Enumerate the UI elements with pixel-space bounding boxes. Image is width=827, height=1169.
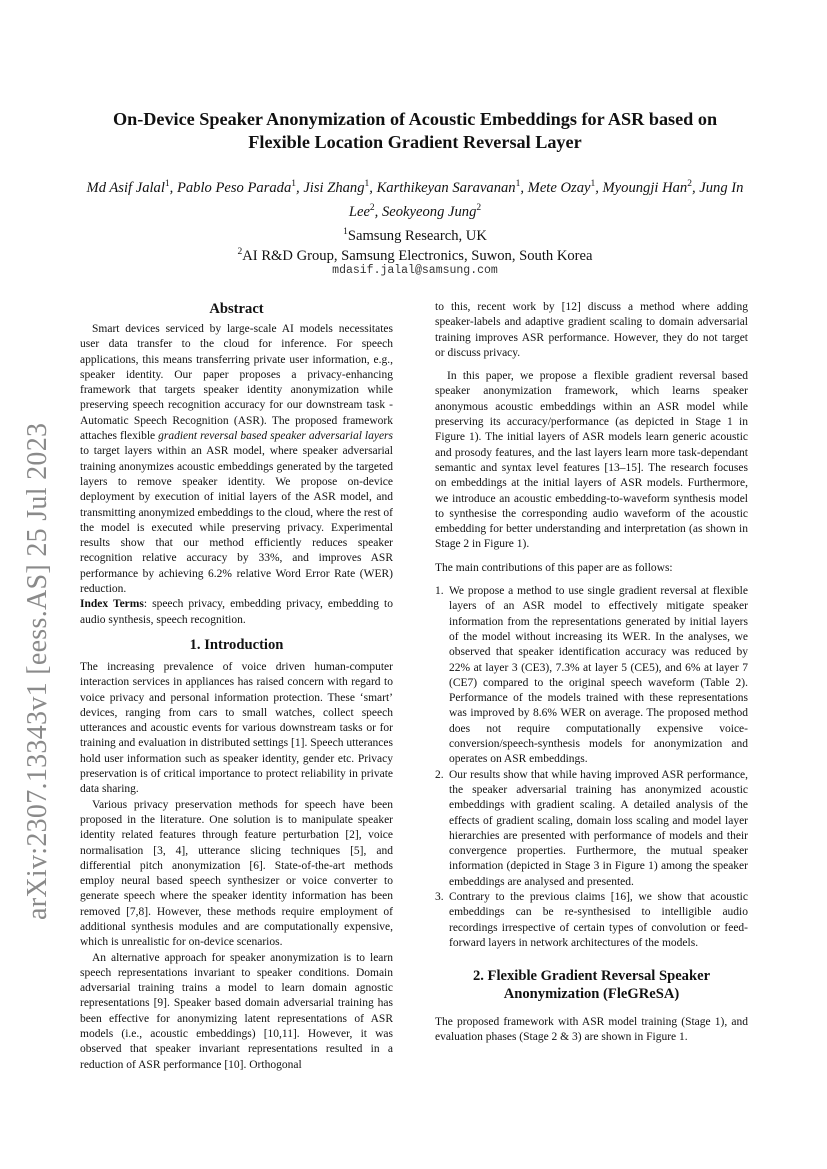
section-2-heading-line: 2. Flexible Gradient Reversal Speaker [472, 968, 711, 985]
section-2-paragraph-1: The proposed framework with ASR model training (Stage 1), and evaluation phases (Stage 2 & 3) are shown in Figure 1. [435, 1016, 748, 1044]
intro-paragraph-5: The main contributions of this paper are as follows: [435, 561, 673, 574]
author-list: Md Asif Jalal$^1$, Pablo Peso Parada$^1$, Jisi Zhang$^1$, Karthikeyan Saravanan$^1$, Mete Ozay$^1$, Myoungji Han$^2$, Jung In Lee$^2$, Seokyeong Jung$^2$ [86, 179, 744, 220]
contributions-list [435, 584, 748, 951]
affiliation-text: Samsung Research, UK [347, 227, 487, 244]
affiliation-mark: 1 [343, 227, 348, 237]
index-terms [80, 597, 393, 628]
author-affiliation-mark: 2 [369, 202, 375, 213]
author-affiliation-mark: 1 [515, 179, 521, 189]
list-item-text: Our results show that while having improved ASR performance, the speaker adversarial training has anonymized acoustic embeddings with gradient scaling. A detailed analysis of the effects of gradient scaling, domain loss scaling and model layer hierarchies are presented with performance of models and their convergence properties. Furthermore, the mutual speaker information (depicted in Stage 3 in Figure 1) among the speaker embeddings are analysed and presented. [449, 768, 748, 888]
author-name: Mete Ozay [527, 179, 591, 196]
author-affiliation-mark: 2 [476, 202, 482, 213]
list-item-text: Contrary to the previous claims [16], we show that acoustic embeddings can be re-synthesised to intelligible audio recordings irrespective of certain types of convolution or feed-forward layers in network architectures of the models. [449, 890, 748, 949]
intro-paragraph-1: The increasing prevalence of voice driven human-computer interaction services in appliances has raised concern with regard to voice privacy and personal information protection. These ‘smart’ devices, ranging from cars to small watches, collect speech utterances and acoustic events for various downstream tasks or for training and evaluation in distributed settings [1]. Speech utterances hold user information such as speaker identity, gender etc. Privacy preservation is of critical importance to protect reliability in private data sharing. [80, 660, 393, 796]
author-affiliation-mark: 1 [364, 179, 370, 189]
title-line-1: On-Device Speaker Anonymization of Acoustic Embeddings for ASR based on [112, 109, 718, 129]
right-column [435, 300, 748, 1046]
author-name: Seokyeong Jung [381, 203, 477, 220]
list-number: 1. [435, 585, 444, 598]
list-item [435, 768, 748, 890]
affiliation-text: AI R&D Group, Samsung Electronics, Suwon, South Korea [242, 247, 593, 264]
list-number: 3. [435, 890, 444, 903]
abstract-text-part: Smart devices serviced by large-scale AI models necessitates user data transfer to the cloud for inference. For speech applications, this means transferring private user information, e.g., speaker identity. Our paper proposes a privacy-enhancing framework that targets speaker identity anonymization while preserving speech recognition accuracy for our downstream task - Automatic Speech Recognition (ASR). The proposed framework attaches flexible [80, 323, 393, 443]
abstract-text [80, 322, 393, 597]
author-name: Pablo Peso Parada [176, 179, 292, 196]
contact-email[interactable]: mdasif.jalal@samsung.com [332, 264, 498, 277]
title-line-2: Flexible Location Gradient Reversal Layer [248, 132, 582, 152]
author-name: Myoungji Han [602, 179, 688, 196]
list-item-text: We propose a method to use single gradient reversal at flexible layers of an ASR model to effectively mitigate speaker information from the representations generated by initial layers of the model without increasing its WER. In the analyses, we observed that speaker identification accuracy was reduced by 22% at layer 3 (CE3), 7.3% at layer 5 (CE5), and 6% at layer 7 (CE7) compared to the original speech waveform (Table 2). Performance of the models trained with these representations was improved by 8.6% WER on average. The proposed method does not require computationally expensive voice-conversion/speech-synthesis models for anonymization and operates on ASR embeddings. [449, 585, 748, 766]
list-item [435, 890, 748, 951]
affiliation-mark: 2 [237, 247, 243, 257]
arxiv-identifier: arXiv:2307.13343v1 [eess.AS] 25 Jul 2023 [22, 422, 53, 920]
paper-title [70, 108, 760, 154]
section-2-heading-line: Anonymization (FleGReSA) [503, 986, 680, 1003]
introduction-heading: 1. Introduction [189, 636, 284, 653]
affiliation-2 [70, 242, 760, 266]
abstract-text-emphasis: gradient reversal based speaker adversarial layers [158, 430, 393, 443]
abstract-heading: Abstract [209, 301, 264, 317]
author-affiliation-mark: 1 [164, 179, 170, 189]
intro-paragraph-2: Various privacy preservation methods for speech have been proposed in the literature. One solution is to manipulate speaker identity related features through feature perturbation [2], voice normalisation [3, 4], utterance slicing techniques [5], and differential pitch anonymization [6]. State-of-the-art methods employ neural based speech synthesizer or voice converter to generate speech where the speaker identity information has been removed [7,8]. However, these methods require employment of additional synthesis modules and are computationally expensive, which is unrealistic for on-device scenarios. [80, 798, 393, 949]
author-name: Md Asif Jalal [86, 179, 165, 196]
abstract-text-part: to target layers within an ASR model, where speaker adversarial training anonymizes acoustic embeddings generated by the targeted layers to remove speaker identity. We propose on-device deployment by execution of initial layers of the ASR model, and transmitting anonymized embeddings to the cloud, where the rest of the model is executed while preserving privacy. Experimental results show that our method efficiently reduces speaker recognition relative accuracy by 33%, and improves ASR performance by achieving 6.2% relative Word Error Rate (WER) reduction. [80, 445, 393, 596]
author-name: Karthikeyan Saravanan [376, 179, 516, 196]
intro-paragraph-4: In this paper, we propose a flexible gradient reversal based speaker anonymization framework, which learns speaker anonymous acoustic embeddings within an ASR model while preserving its accuracy/performance (as depicted in Stage 1 in Figure 1). The initial layers of ASR models learn generic acoustic and prosody features, and the last layers learn more task-dependant semantic and syntax level features [13–15]. The research focuses on embeddings at the initial layers of ASR models. Furthermore, we introduce an acoustic embedding-to-waveform synthesis model to synthesise the corresponding audio waveform of the acoustic embedding for better understanding and interpretation (as shown in Stage 2 in Figure 1). [435, 370, 748, 551]
author-affiliation-mark: 2 [687, 179, 692, 189]
intro-paragraph-3-continued: to this, recent work by [12] discuss a method where adding speaker-labels and adaptive gradient scaling to domain adversarial training improves ASR performance. However, they do not target or discuss privacy. [435, 301, 748, 359]
author-name: Jung In Lee [348, 179, 744, 220]
section-2-heading [435, 967, 748, 1003]
intro-paragraph-3: An alternative approach for speaker anonymization is to learn speech representations invariant to speaker conditions. Domain adversarial training trains a model to learn domain agnostic representations [9]. Speaker based domain adversarial training has been effective for anonymizing latent representations of ASR models (i.e., acoustic embeddings) [10,11]. However, it was observed that speaker invariant representations resulted in a reduction of ASR performance [10]. Orthogonal [80, 951, 393, 1071]
list-item [435, 584, 748, 768]
index-terms-label: Index Terms [80, 598, 144, 611]
left-column [80, 300, 393, 1073]
list-number: 2. [435, 768, 444, 781]
author-name: Jisi Zhang [303, 179, 365, 196]
index-terms-text: : speech privacy, embedding privacy, embedding to audio synthesis, speech recognition. [80, 598, 393, 626]
author-affiliation-mark: 1 [291, 179, 297, 189]
author-affiliation-mark: 1 [590, 179, 596, 189]
